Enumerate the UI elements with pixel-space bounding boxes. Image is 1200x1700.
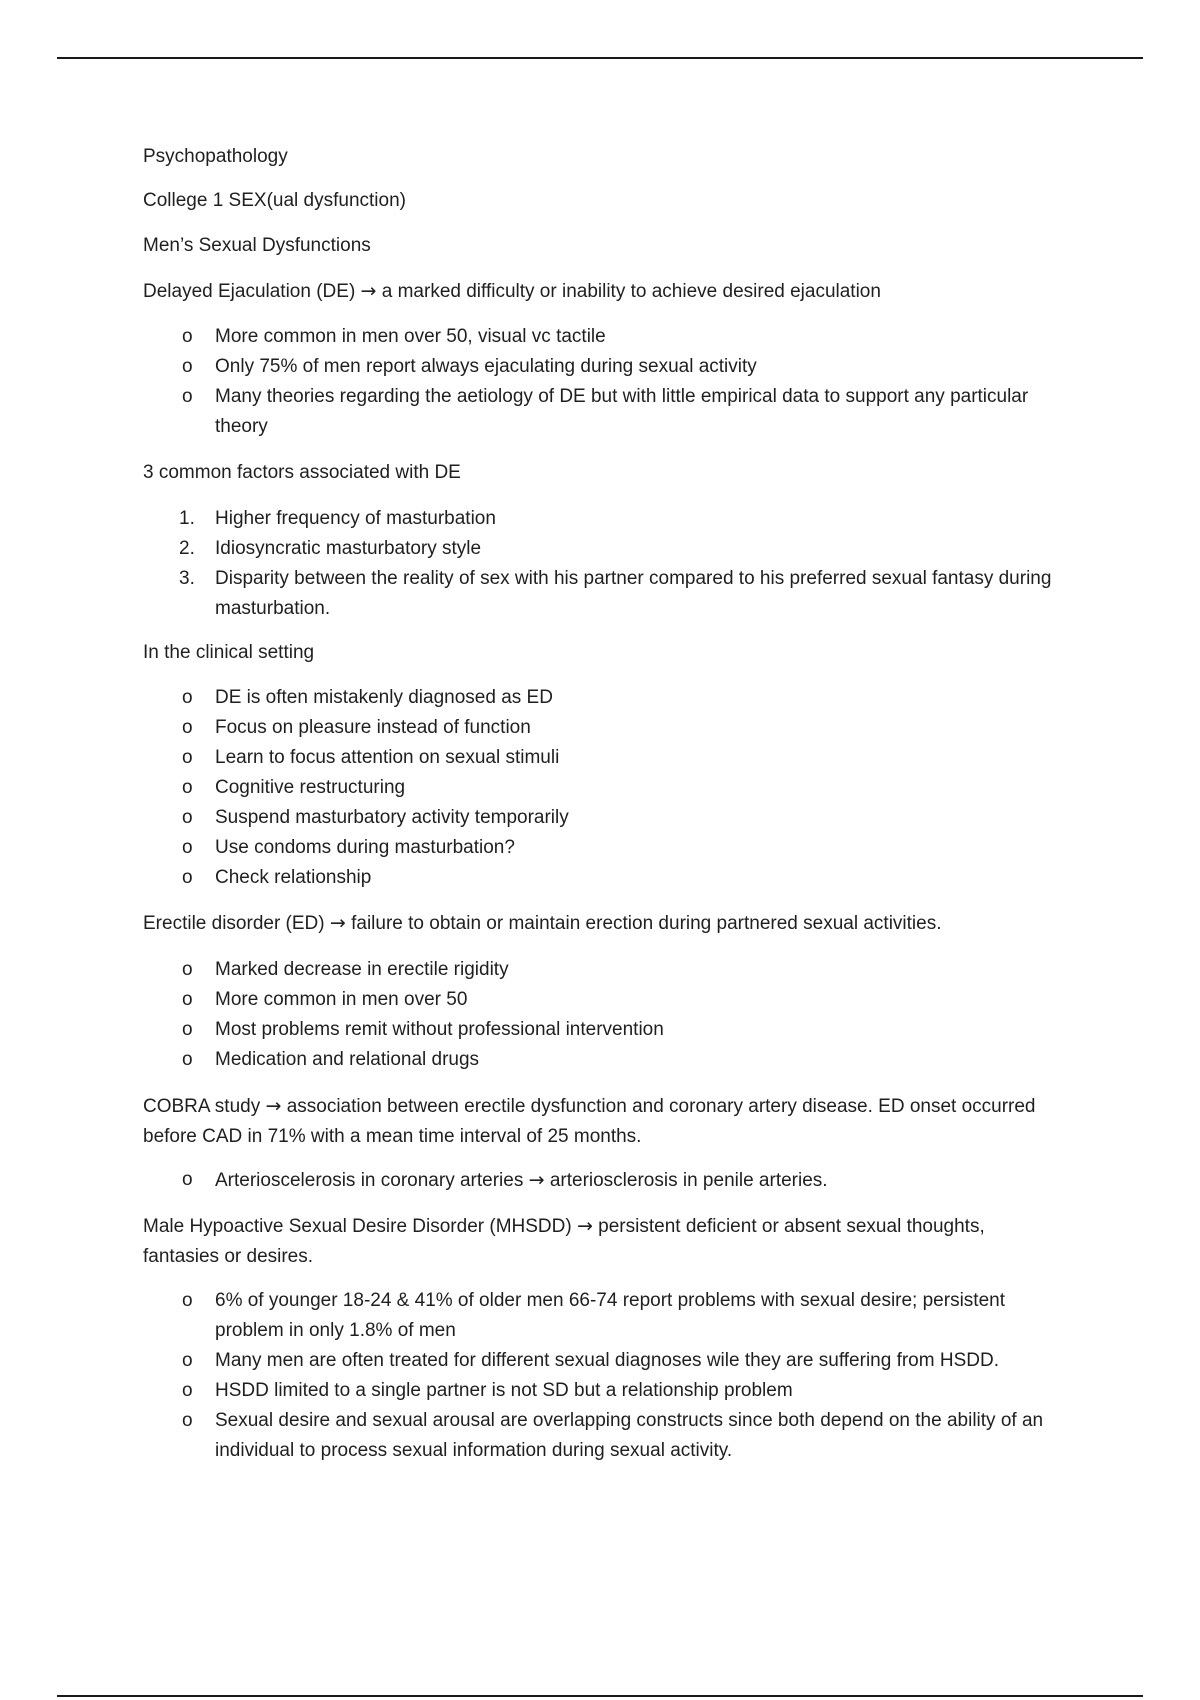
list-item-text: Use condoms during masturbation? [215,837,515,858]
cobra-bullet-list [143,1165,1063,1196]
clinical-heading: In the clinical setting [143,642,315,663]
list-item-text: Only 75% of men report always ejaculating during sexual activity [215,356,757,377]
list-item [143,773,1063,803]
list-item-text: Many theories regarding the aetiology of DE but with little empirical data to support any particular theory [215,386,1029,437]
bullet-marker: o [182,326,193,347]
list-item [143,955,1063,985]
list-item-text: Idiosyncratic masturbatory style [215,538,482,559]
factors-heading: 3 common factors associated with DE [143,462,461,483]
bullet-marker: o [182,687,193,708]
ed-definition [143,908,941,939]
list-item-text: 6% of younger 18-24 & 41% of older men 66-74 report problems with sexual desire; persistent problem in only 1.8% of men [215,1290,1005,1341]
list-item-text: More common in men over 50, visual vc tactile [215,326,606,347]
bullet-marker: o [182,1049,193,1070]
list-item [143,1376,1063,1406]
list-item-text: Check relationship [215,867,372,888]
ed-term: Erectile disorder (ED) [143,913,325,934]
list-item-text: Suspend masturbatory activity temporarily [215,807,569,828]
de-term: Delayed Ejaculation (DE) [143,281,356,302]
list-item-text: Disparity between the reality of sex with his partner compared to his preferred sexual fantasy during masturbation. [215,568,1052,619]
list-number: 1. [179,508,195,529]
ed-bullet-list [143,955,1063,1075]
bullet-marker: o [182,1290,193,1311]
list-item [143,382,1063,442]
list-item [143,534,1063,564]
list-item-text: Medication and relational drugs [215,1049,480,1070]
list-item [143,1346,1063,1376]
mhsdd-definition-text: persistent deficient or absent sexual thoughts, fantasies or desires. [143,1216,985,1267]
arrow-icon: → [329,912,346,934]
list-item [143,743,1063,773]
list-item-text: Higher frequency of masturbation [215,508,496,529]
mhsdd-definition [143,1211,1063,1272]
list-item [143,1015,1063,1045]
list-item [143,1165,1063,1196]
list-item [143,564,1063,624]
factors-list [143,504,1063,624]
list-item-text: arteriosclerosis in penile arteries. [549,1170,828,1191]
arrow-icon: → [576,1215,593,1237]
cobra-term: COBRA study [143,1096,261,1117]
list-item-text: More common in men over 50 [215,989,468,1010]
bullet-marker: o [182,807,193,828]
list-item-text: Learn to focus attention on sexual stimuli [215,747,560,768]
list-item-text: Focus on pleasure instead of function [215,717,531,738]
list-item-text: Arterioscelerosis in coronary arteries [215,1170,524,1191]
cobra-definition-text: association between erectile dysfunction and coronary artery disease. ED onset occurred before CAD in 71% with a mean time interval of 25 months. [143,1096,1036,1147]
bullet-marker: o [182,1410,193,1431]
list-item [143,352,1063,382]
list-item-text: Cognitive restructuring [215,777,406,798]
list-item [143,833,1063,863]
list-item [143,713,1063,743]
list-item [143,863,1063,893]
bullet-marker: o [182,1019,193,1040]
section-title: Men’s Sexual Dysfunctions [143,235,371,256]
course-title: Psychopathology [143,146,288,167]
bullet-marker: o [182,386,193,407]
list-item [143,1286,1063,1346]
arrow-icon: → [360,280,377,302]
college-title: College 1 SEX(ual dysfunction) [143,190,406,211]
list-item-text: HSDD limited to a single partner is not SD but a relationship problem [215,1380,793,1401]
list-item-text: Marked decrease in erectile rigidity [215,959,509,980]
bullet-marker: o [182,356,193,377]
clinical-bullet-list [143,683,1063,893]
mhsdd-term: Male Hypoactive Sexual Desire Disorder (MHSDD) [143,1216,572,1237]
de-definition [143,276,881,307]
list-item [143,1406,1063,1466]
header-rule [57,57,1143,59]
bullet-marker: o [182,717,193,738]
bullet-marker: o [182,989,193,1010]
bullet-marker: o [182,1380,193,1401]
cobra-definition [143,1091,1063,1152]
bullet-marker: o [182,959,193,980]
list-item [143,683,1063,713]
mhsdd-bullet-list [143,1286,1063,1466]
list-item-text: DE is often mistakenly diagnosed as ED [215,687,553,708]
bullet-marker: o [182,1169,193,1190]
bullet-marker: o [182,837,193,858]
list-item [143,322,1063,352]
bullet-marker: o [182,867,193,888]
list-item-text: Many men are often treated for different sexual diagnoses wile they are suffering from HSDD. [215,1350,999,1371]
arrow-icon: → [528,1169,545,1191]
list-item-text: Most problems remit without professional intervention [215,1019,664,1040]
bullet-marker: o [182,777,193,798]
list-item [143,504,1063,534]
de-definition-text: a marked difficulty or inability to achieve desired ejaculation [381,281,881,302]
list-item [143,1045,1063,1075]
list-item [143,985,1063,1015]
list-number: 3. [179,568,195,589]
bullet-marker: o [182,747,193,768]
de-bullet-list [143,322,1063,442]
footer-rule [57,1695,1143,1697]
list-item [143,803,1063,833]
bullet-marker: o [182,1350,193,1371]
arrow-icon: → [265,1095,282,1117]
list-item-text: Sexual desire and sexual arousal are overlapping constructs since both depend on the ability of an individual to process sexual information during sexual activity. [215,1410,1044,1461]
list-number: 2. [179,538,195,559]
ed-definition-text: failure to obtain or maintain erection during partnered sexual activities. [351,913,942,934]
